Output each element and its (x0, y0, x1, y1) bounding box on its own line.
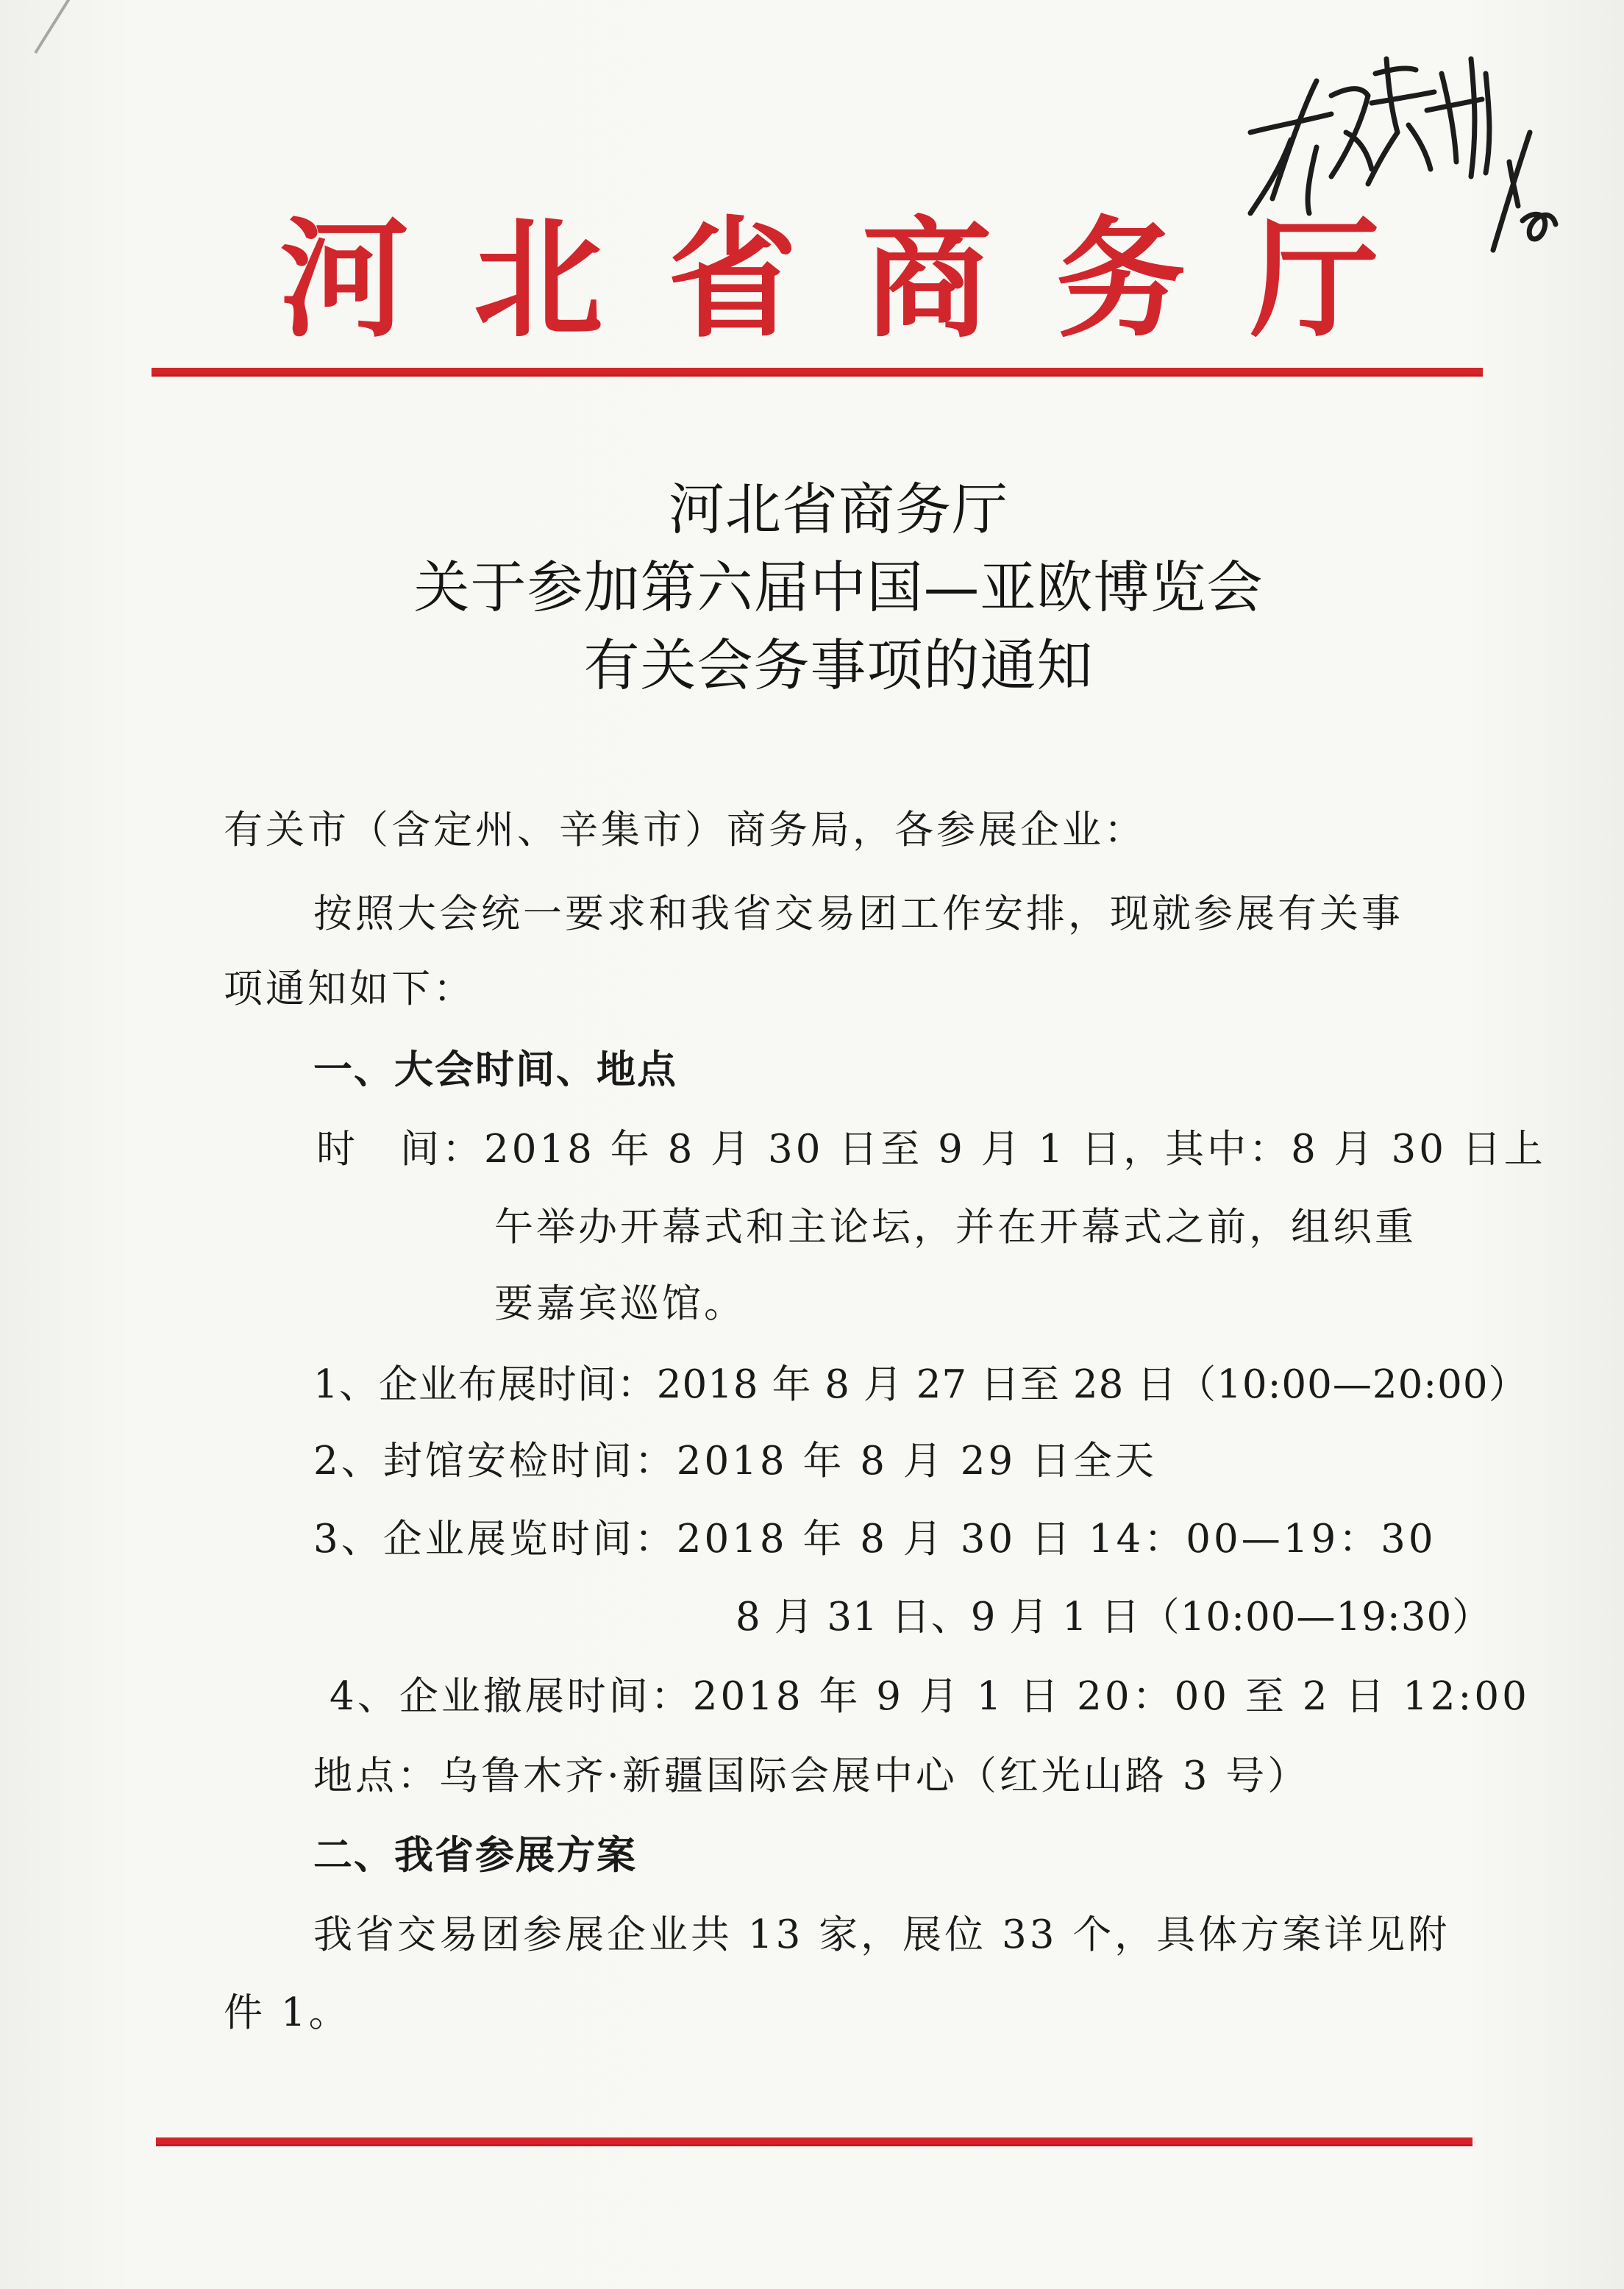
header-divider (152, 368, 1483, 377)
time-line-2: 午举办开幕式和主论坛，并在开幕式之前，组织重 (494, 1205, 1417, 1250)
schedule-item-2: 2、封馆安检时间：2018 年 8 月 29 日全天 (313, 1439, 1157, 1484)
title-line-3: 有关会务事项的通知 (583, 633, 1094, 698)
schedule-item-3: 3、企业展览时间：2018 年 8 月 30 日 14：00—19：30 (313, 1517, 1436, 1562)
schedule-item-4: 4、企业撤展时间：2018 年 9 月 1 日 20：00 至 2 日 12:00 (330, 1674, 1530, 1719)
agency-header: 河北省商务厅 (279, 203, 1445, 355)
section-2-line-1: 我省交易团参展企业共 13 家，展位 33 个，具体方案详见附 (313, 1912, 1450, 1957)
section-2-line-2: 件 1。 (224, 1990, 351, 2035)
title-line-2: 关于参加第六届中国—亚欧博览会 (413, 555, 1264, 620)
handwritten-signature (1221, 29, 1574, 324)
time-line-1: 时 间：2018 年 8 月 30 日至 9 月 1 日，其中：8 月 30 日上 (316, 1127, 1546, 1172)
footer-divider (156, 2137, 1472, 2146)
addressee: 有关市（含定州、辛集市）商务局，各参展企业： (224, 808, 1146, 852)
section-2-heading: 二、我省参展方案 (313, 1833, 637, 1878)
pen-mark (34, 0, 71, 54)
intro-line-1: 按照大会统一要求和我省交易团工作安排，现就参展有关事 (313, 891, 1403, 936)
title-line-1: 河北省商务厅 (669, 477, 1008, 542)
notice-title (147, 471, 1530, 705)
schedule-item-1: 1、企业布展时间：2018 年 8 月 27 日至 28 日（10:00—20:00） (313, 1362, 1528, 1407)
section-1-heading: 一、大会时间、地点 (313, 1047, 677, 1092)
intro-line-2: 项通知如下： (224, 966, 475, 1011)
venue-location: 地点：乌鲁木齐·新疆国际会展中心（红光山路 3 号） (313, 1754, 1310, 1798)
time-line-3: 要嘉宾巡馆。 (494, 1281, 746, 1326)
schedule-item-3-cont: 8 月 31 日、9 月 1 日（10:00—19:30） (736, 1595, 1492, 1640)
